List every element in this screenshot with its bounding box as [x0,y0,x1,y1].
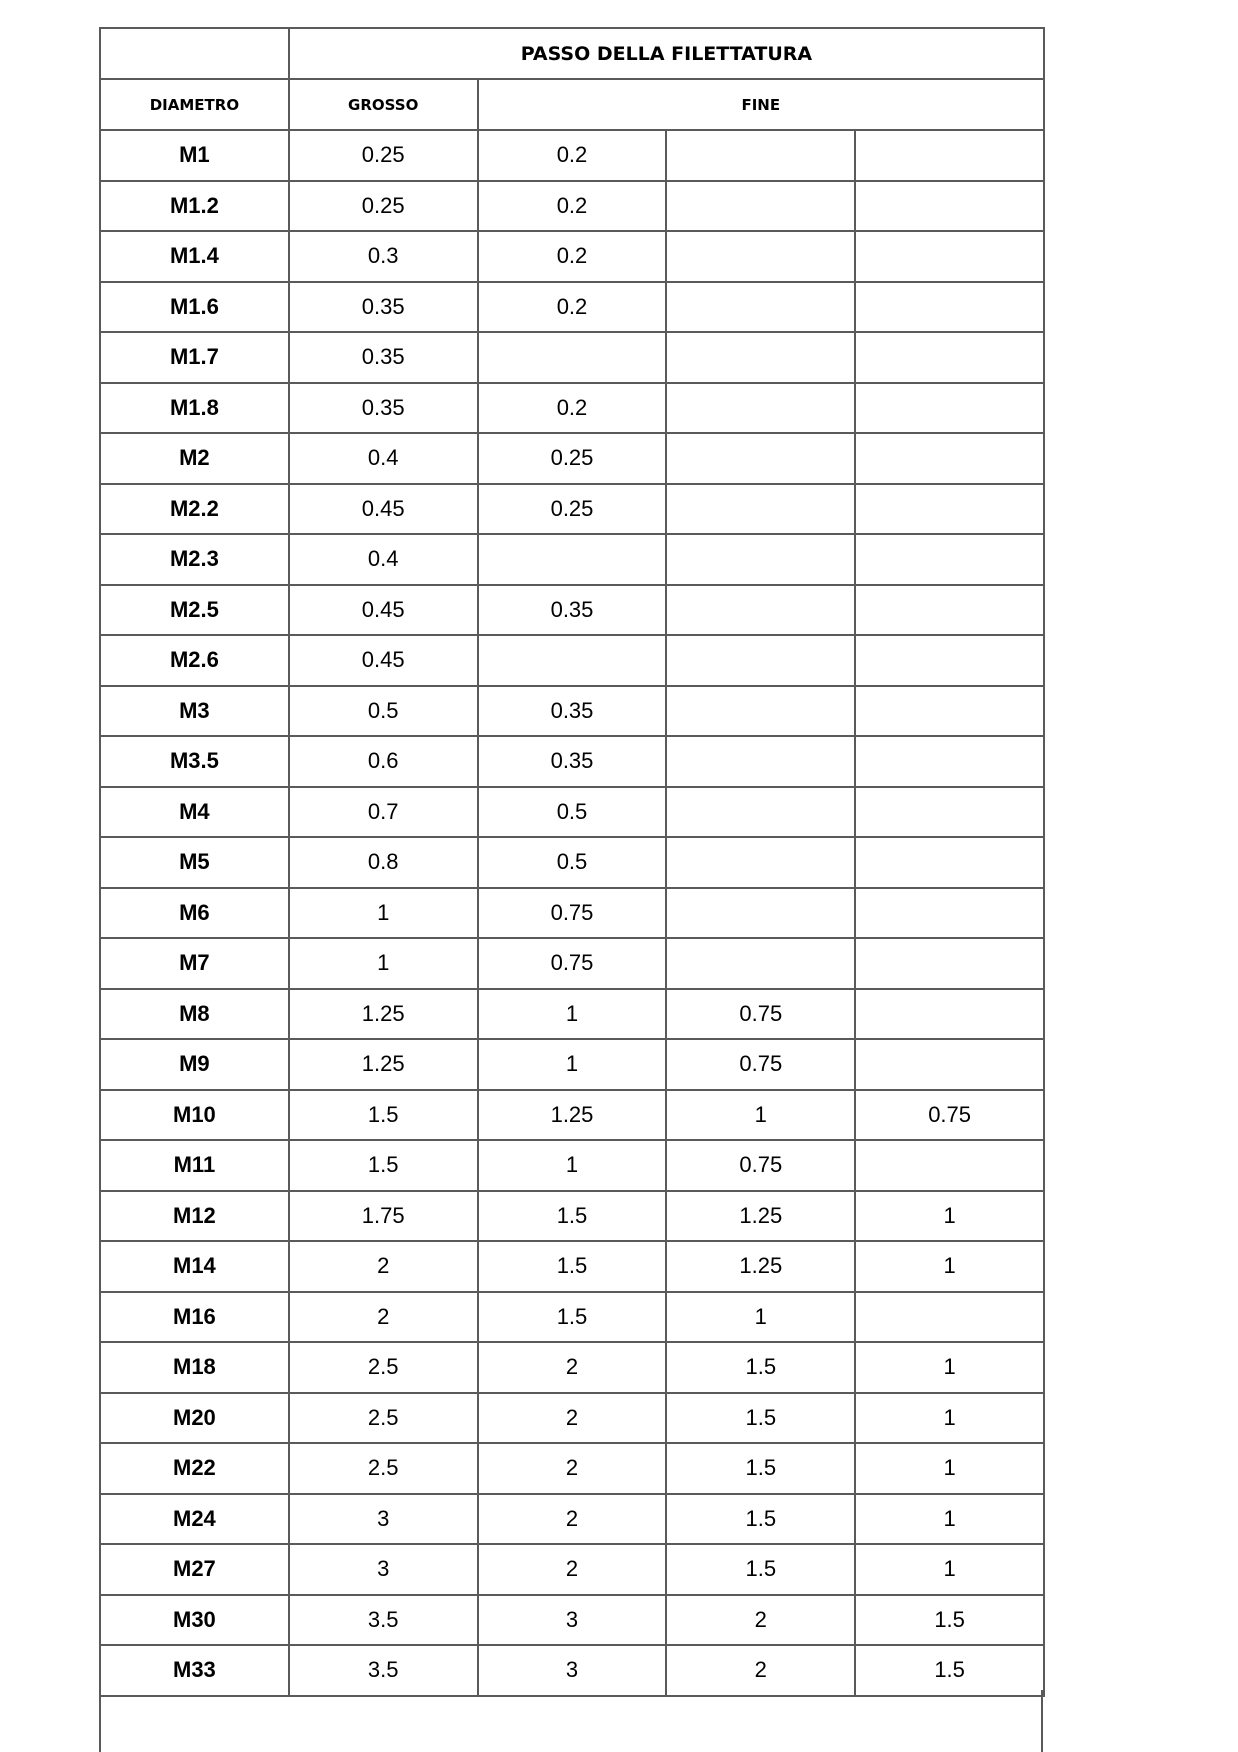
fine-pitch-3-cell [855,383,1044,434]
coarse-pitch-cell: 0.35 [289,332,478,383]
fine-pitch-1-cell: 1.25 [478,1090,667,1141]
coarse-pitch-cell: 2 [289,1292,478,1343]
coarse-pitch-cell: 1 [289,888,478,939]
diameter-cell: M2.3 [100,534,289,585]
fine-pitch-3-cell [855,888,1044,939]
fine-pitch-3-cell [855,130,1044,181]
fine-pitch-3-cell [855,787,1044,838]
diameter-cell: M3.5 [100,736,289,787]
fine-pitch-3-cell [855,433,1044,484]
coarse-pitch-cell: 0.45 [289,585,478,636]
fine-pitch-2-cell: 1.25 [666,1241,855,1292]
fine-pitch-2-cell: 1 [666,1292,855,1343]
diameter-cell: M1.2 [100,181,289,232]
fine-pitch-3-cell: 1.5 [855,1595,1044,1646]
fine-pitch-1-cell: 1.5 [478,1191,667,1242]
diameter-cell: M33 [100,1645,289,1696]
fine-pitch-2-cell: 1.5 [666,1342,855,1393]
diameter-cell: M2 [100,433,289,484]
diameter-cell: M1.4 [100,231,289,282]
fine-pitch-2-cell: 2 [666,1645,855,1696]
fine-pitch-3-cell [855,938,1044,989]
table-row [100,787,1044,838]
fine-pitch-1-cell: 2 [478,1393,667,1444]
fine-pitch-2-cell [666,130,855,181]
fine-pitch-1-cell [478,332,667,383]
table-continuation [99,1690,1043,1752]
coarse-pitch-cell: 0.45 [289,484,478,535]
fine-pitch-3-cell [855,231,1044,282]
diameter-cell: M6 [100,888,289,939]
coarse-pitch-cell: 1.75 [289,1191,478,1242]
diameter-cell: M7 [100,938,289,989]
fine-pitch-1-cell: 0.25 [478,433,667,484]
table-row [100,686,1044,737]
fine-pitch-1-cell: 2 [478,1342,667,1393]
fine-pitch-1-cell: 0.2 [478,181,667,232]
corner-cell [100,28,289,79]
fine-pitch-3-cell [855,282,1044,333]
diameter-cell: M22 [100,1443,289,1494]
fine-pitch-3-cell: 1.5 [855,1645,1044,1696]
coarse-pitch-cell: 0.4 [289,433,478,484]
fine-pitch-3-cell: 1 [855,1342,1044,1393]
fine-pitch-2-cell [666,433,855,484]
table-row [100,1494,1044,1545]
diameter-cell: M11 [100,1140,289,1191]
fine-pitch-2-cell [666,181,855,232]
fine-pitch-2-cell [666,787,855,838]
fine-pitch-3-cell [855,635,1044,686]
header-coarse: GROSSO [289,79,478,130]
fine-pitch-1-cell: 0.25 [478,484,667,535]
table-row [100,181,1044,232]
diameter-cell: M1.8 [100,383,289,434]
fine-pitch-2-cell [666,938,855,989]
diameter-cell: M2.6 [100,635,289,686]
coarse-pitch-cell: 1.5 [289,1090,478,1141]
table-row [100,1292,1044,1343]
diameter-cell: M4 [100,787,289,838]
table-row [100,736,1044,787]
coarse-pitch-cell: 0.25 [289,130,478,181]
coarse-pitch-cell: 3 [289,1494,478,1545]
coarse-pitch-cell: 1 [289,938,478,989]
diameter-cell: M5 [100,837,289,888]
fine-pitch-1-cell: 0.2 [478,231,667,282]
diameter-cell: M20 [100,1393,289,1444]
coarse-pitch-cell: 0.35 [289,282,478,333]
fine-pitch-3-cell [855,484,1044,535]
table-row [100,989,1044,1040]
table-row [100,635,1044,686]
diameter-cell: M1 [100,130,289,181]
coarse-pitch-cell: 0.5 [289,686,478,737]
table-title-row [100,28,1044,79]
table-title: PASSO DELLA FILETTATURA [289,28,1044,79]
fine-pitch-2-cell [666,332,855,383]
fine-pitch-2-cell: 1.5 [666,1494,855,1545]
fine-pitch-1-cell: 2 [478,1544,667,1595]
diameter-cell: M16 [100,1292,289,1343]
diameter-cell: M14 [100,1241,289,1292]
fine-pitch-2-cell [666,736,855,787]
fine-pitch-2-cell: 1.5 [666,1393,855,1444]
fine-pitch-1-cell: 0.75 [478,938,667,989]
fine-pitch-2-cell [666,534,855,585]
coarse-pitch-cell: 0.25 [289,181,478,232]
fine-pitch-3-cell [855,989,1044,1040]
diameter-cell: M24 [100,1494,289,1545]
diameter-cell: M18 [100,1342,289,1393]
coarse-pitch-cell: 0.3 [289,231,478,282]
fine-pitch-3-cell [855,686,1044,737]
table-row [100,1140,1044,1191]
fine-pitch-1-cell: 2 [478,1494,667,1545]
fine-pitch-2-cell [666,231,855,282]
fine-pitch-1-cell: 0.5 [478,787,667,838]
fine-pitch-2-cell [666,282,855,333]
table-row [100,332,1044,383]
coarse-pitch-cell: 0.4 [289,534,478,585]
coarse-pitch-cell: 1.25 [289,1039,478,1090]
fine-pitch-2-cell [666,383,855,434]
coarse-pitch-cell: 1.25 [289,989,478,1040]
fine-pitch-1-cell: 0.2 [478,282,667,333]
fine-pitch-2-cell [666,635,855,686]
fine-pitch-2-cell: 0.75 [666,989,855,1040]
fine-pitch-3-cell: 1 [855,1544,1044,1595]
fine-pitch-1-cell: 1 [478,989,667,1040]
table-row [100,1090,1044,1141]
fine-pitch-1-cell: 0.2 [478,383,667,434]
diameter-cell: M1.7 [100,332,289,383]
diameter-cell: M2.5 [100,585,289,636]
table-row [100,534,1044,585]
fine-pitch-1-cell: 0.75 [478,888,667,939]
diameter-cell: M30 [100,1595,289,1646]
fine-pitch-1-cell [478,635,667,686]
fine-pitch-2-cell: 1.25 [666,1191,855,1242]
fine-pitch-2-cell [666,837,855,888]
fine-pitch-2-cell: 1.5 [666,1544,855,1595]
coarse-pitch-cell: 0.8 [289,837,478,888]
coarse-pitch-cell: 3.5 [289,1645,478,1696]
diameter-cell: M3 [100,686,289,737]
fine-pitch-3-cell: 1 [855,1393,1044,1444]
table-header-row [100,79,1044,130]
fine-pitch-2-cell: 0.75 [666,1039,855,1090]
fine-pitch-1-cell: 1 [478,1140,667,1191]
coarse-pitch-cell: 0.7 [289,787,478,838]
coarse-pitch-cell: 0.6 [289,736,478,787]
table-row [100,938,1044,989]
table-row [100,1393,1044,1444]
coarse-pitch-cell: 0.35 [289,383,478,434]
table-row [100,1595,1044,1646]
header-fine: FINE [478,79,1044,130]
fine-pitch-1-cell: 0.35 [478,736,667,787]
fine-pitch-1-cell: 2 [478,1443,667,1494]
table-row [100,1645,1044,1696]
header-diameter: DIAMETRO [100,79,289,130]
coarse-pitch-cell: 2.5 [289,1342,478,1393]
table-row [100,1039,1044,1090]
fine-pitch-3-cell: 0.75 [855,1090,1044,1141]
fine-pitch-2-cell [666,888,855,939]
fine-pitch-1-cell: 0.2 [478,130,667,181]
fine-pitch-3-cell [855,585,1044,636]
fine-pitch-3-cell [855,736,1044,787]
table-row [100,130,1044,181]
fine-pitch-2-cell: 1 [666,1090,855,1141]
fine-pitch-1-cell: 1 [478,1039,667,1090]
fine-pitch-2-cell: 2 [666,1595,855,1646]
fine-pitch-3-cell [855,534,1044,585]
fine-pitch-1-cell [478,534,667,585]
fine-pitch-2-cell [666,686,855,737]
table-row [100,231,1044,282]
coarse-pitch-cell: 2.5 [289,1393,478,1444]
fine-pitch-3-cell [855,1039,1044,1090]
table-row [100,837,1044,888]
fine-pitch-1-cell: 1.5 [478,1241,667,1292]
diameter-cell: M2.2 [100,484,289,535]
fine-pitch-3-cell: 1 [855,1494,1044,1545]
fine-pitch-3-cell [855,181,1044,232]
fine-pitch-3-cell [855,1292,1044,1343]
table-row [100,1241,1044,1292]
diameter-cell: M8 [100,989,289,1040]
coarse-pitch-cell: 1.5 [289,1140,478,1191]
fine-pitch-1-cell: 3 [478,1645,667,1696]
fine-pitch-3-cell [855,1140,1044,1191]
thread-pitch-table [99,27,1045,1697]
fine-pitch-2-cell [666,484,855,535]
diameter-cell: M10 [100,1090,289,1141]
coarse-pitch-cell: 0.45 [289,635,478,686]
fine-pitch-3-cell: 1 [855,1241,1044,1292]
table-row [100,585,1044,636]
fine-pitch-3-cell: 1 [855,1443,1044,1494]
table-row [100,1443,1044,1494]
diameter-cell: M12 [100,1191,289,1242]
table-row [100,888,1044,939]
coarse-pitch-cell: 2 [289,1241,478,1292]
diameter-cell: M27 [100,1544,289,1595]
fine-pitch-1-cell: 0.5 [478,837,667,888]
table-row [100,484,1044,535]
table-row [100,1342,1044,1393]
fine-pitch-1-cell: 0.35 [478,585,667,636]
table-row [100,433,1044,484]
fine-pitch-1-cell: 3 [478,1595,667,1646]
coarse-pitch-cell: 2.5 [289,1443,478,1494]
table-row [100,383,1044,434]
diameter-cell: M9 [100,1039,289,1090]
fine-pitch-2-cell [666,585,855,636]
coarse-pitch-cell: 3 [289,1544,478,1595]
fine-pitch-1-cell: 0.35 [478,686,667,737]
table-row [100,282,1044,333]
fine-pitch-1-cell: 1.5 [478,1292,667,1343]
fine-pitch-3-cell: 1 [855,1191,1044,1242]
fine-pitch-3-cell [855,837,1044,888]
diameter-cell: M1.6 [100,282,289,333]
table-row [100,1544,1044,1595]
coarse-pitch-cell: 3.5 [289,1595,478,1646]
fine-pitch-2-cell: 1.5 [666,1443,855,1494]
fine-pitch-3-cell [855,332,1044,383]
table-row [100,1191,1044,1242]
fine-pitch-2-cell: 0.75 [666,1140,855,1191]
